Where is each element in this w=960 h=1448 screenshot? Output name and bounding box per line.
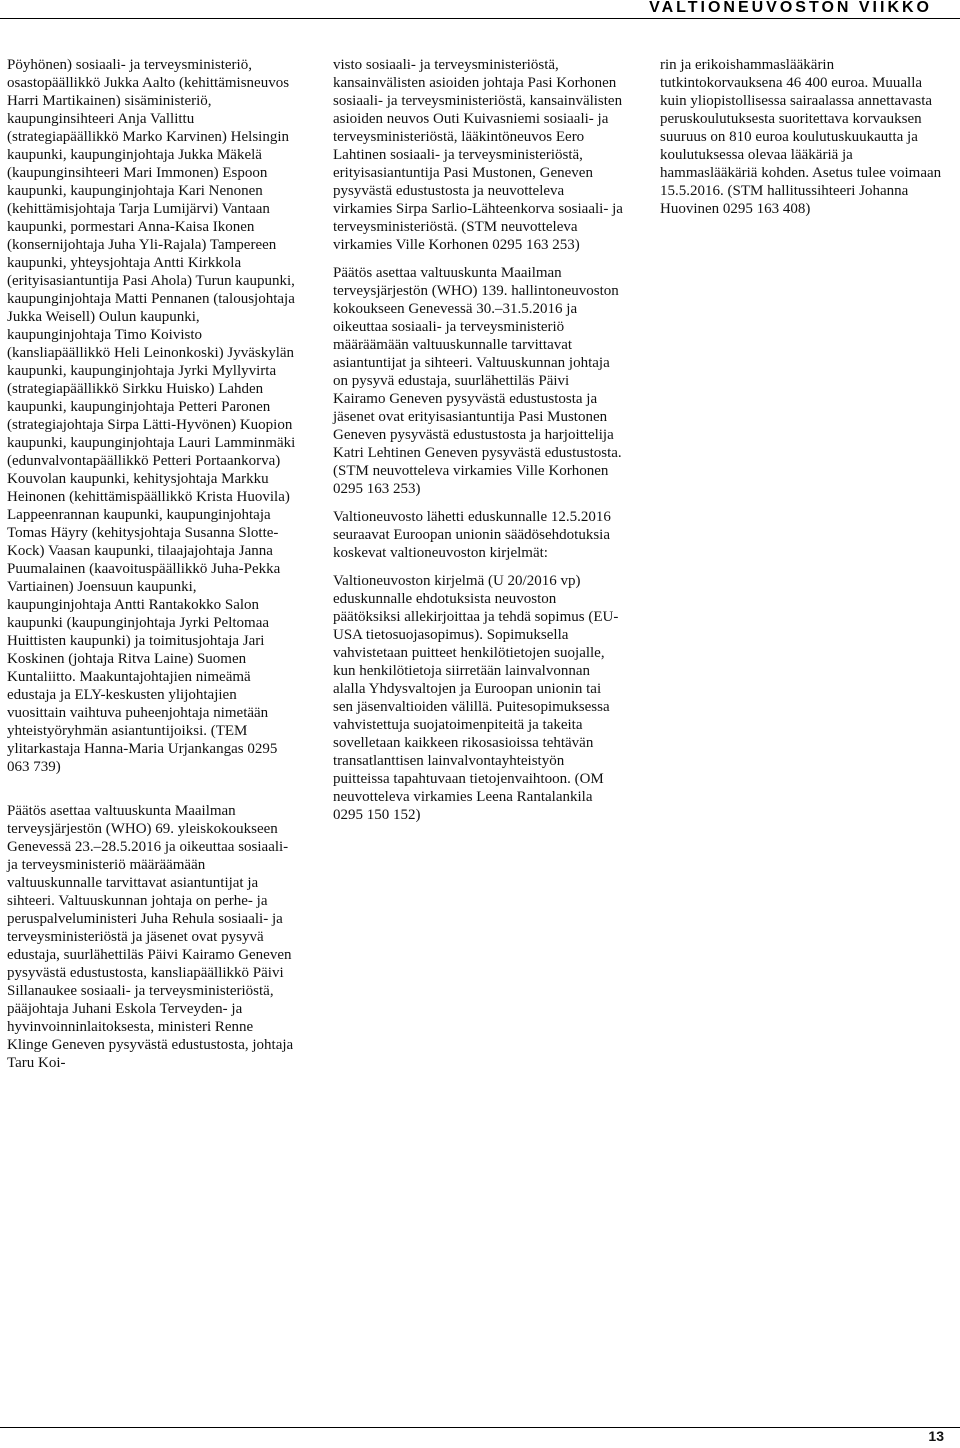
paragraph: Valtioneuvosto lähetti eduskunnalle 12.5.2016 seuraavat Euroopan unionin säädösehdotuksia koskevat valtioneuvoston kirjelmät:	[333, 509, 611, 561]
paragraph: Päätös asettaa valtuuskunta Maailman terveysjärjestön (WHO) 139. hallintoneuvoston kokoukseen Genevessä 30.–31.5.2016 ja oikeuttaa sosiaali- ja terveysministeriö määräämään valtuuskunnalle tarvittavat asiantuntijat ja sihteeri. Valtuuskunnan johtaja on pysyvä edustaja, suurlähettiläs Päivi Kairamo Geneven pysyvästä edustustosta ja jäsenet ovat erityisasiantuntija Pasi Mustonen Geneven pysyvästä edustustosta ja harjoittelija Katri Lehtinen Geneven pysyvästä edustustosta. (STM neuvotteleva virkamies Ville Korhonen 0295 163 253)	[333, 265, 622, 497]
paragraph: Päätös asettaa valtuuskunta Maailman terveysjärjestön (WHO) 69. yleiskokoukseen Genevessä 23.–28.5.2016 ja oikeuttaa sosiaali- ja terveysministeriö määräämään valtuuskunnalle tarvittavat asiantuntijat ja sihteeri. Valtuuskunnan johtaja on perhe- ja peruspalveluministeri Juha Rehula sosiaali- ja terveysministeriöstä ja jäsenet ovat pysyvä edustaja, suurlähettiläs Päivi Kairamo Geneven pysyvästä edustustosta, kansliapäällikkö Päivi Sillanaukee sosiaali- ja terveysministeriöstä, pääjohtaja Juhani Eskola Terveyden- ja hyvinvoinninlaitoksesta, ministeri Renne Klinge Geneven pysyvästä edustustosta, johtaja Taru Koi-	[7, 803, 294, 1071]
paragraph: visto sosiaali- ja terveysministeriöstä, kansainvälisten asioiden johtaja Pasi Korhonen sosiaali- ja terveysministeriöstä, kansainvälisten asioiden neuvos Outi Kuivasniemi sosiaali- ja terveysministeriöstä, lääkintöneuvos Eero Lahtinen sosiaali- ja terveysministeriöstä, erityisasiantuntija Pasi Mustonen, Geneven pysyvästä edustustosta ja neuvotteleva virkamies Sirpa Sarlio-Lähteenkorva sosiaali- ja terveysministeriöstä. (STM neuvotteleva virkamies Ville Korhonen 0295 163 253)	[333, 57, 623, 253]
page-number: 13	[928, 1428, 944, 1444]
paragraph: Pöyhönen) sosiaali- ja terveysministeriö, osastopäällikkö Jukka Aalto (kehittämisneuvos Harri Martikainen) sisäministeriö, kaupunginsihteeri Anja Vallittu (strategiapäällikkö Marko Karvinen) Helsingin kaupunki, kaupunginjohtaja Jukka Mäkelä (kaupunginsihteeri Mari Immonen) Espoon kaupunki, kaupunginjohtaja Kari Nenonen (kehittämisjohtaja Tarja Lumijärvi) Vantaan kaupunki, pormestari Anna-Kaisa Ikonen (konsernijohtaja Juha Yli-Rajala) Tampereen kaupunki, yhteysjohtaja Antti Kirkkola (erityisasiantuntija Pasi Ahola) Turun kaupunki, kaupunginjohtaja Matti Pennanen (talousjohtaja Jukka Weisell) Oulun kaupunki, kaupunginjohtaja Timo Koivisto (kansliapäällikkö Heli Leinonkoski) Jyväskylän kaupunki, kaupunginjohtaja Jyrki Myllyvirta (strategiapäällikkö Sirkku Huisko) Lahden kaupunki, kaupunginjohtaja Petteri Paronen (strategiajohtaja Sirpa Lätti-Hyvönen) Kuopion kaupunki, kaupunginjohtaja Lauri Lamminmäki (edunvalvontapäällikkö Petteri Portaankorva) Kouvolan kaupunki, kehitysjohtaja Markku Heinonen (kehittämispäällikkö Krista Huovila) Lappeenrannan kaupunki, kaupunginjohtaja Tomas Häyry (kehitysjohtaja Susanna Slotte-Kock) Vaasan kaupunki, tilaajajohtaja Janna Puumalainen (kaavoituspäällikkö Juha-Pekka Vartiainen) Joensuun kaupunki, kaupunginjohtaja Antti Rantakokko Salon kaupunki (kaupunginjohtaja Jyrki Peltomaa Huittisten kaupunki) ja toimitusjohtaja Jari Koskinen (johtaja Ritva Laine) Suomen Kuntaliitto. Maakuntajohtajien nimeämä edustaja ja ELY-keskusten ylijohtajien vuosittain vaihtuva puheenjohtaja nimetään yhteistyöryhmän asiantuntijoiksi. (TEM ylitarkastaja Hanna-Maria Urjankangas 0295 063 739)	[7, 57, 296, 775]
column-2	[333, 56, 623, 852]
publication-title: VALTIONEUVOSTON VIIKKO	[649, 0, 932, 16]
paragraph: rin ja erikoishammaslääkärin tutkintokorvauksena 46 400 euroa. Muualla kuin yliopistollisessa sairaalassa annettavasta peruskoulutuksesta suoritettava korvauksen suuruus on 810 euroa koulutuskuukautta ja koulutuksessa olevaa lääkäriä ja hammaslääkäriä kohden. Asetus tulee voimaan 15.5.2016. (STM hallitussihteeri Johanna Huovinen 0295 163 408)	[660, 57, 942, 217]
column-3	[660, 56, 950, 246]
column-1	[7, 56, 297, 1082]
paragraph: Valtioneuvoston kirjelmä (U 20/2016 vp) eduskunnalle ehdotuksista neuvoston päätöksiksi allekirjoittaa ja tehdä sopimus (EU-USA tietosuojasopimus). Sopimuksella vahvistetaan puitteet henkilötietojen suojalle, kun henkilötietoja siirretään lainvalvonnan alalla Yhdysvaltojen ja Euroopan unionin tai sen jäsenvaltioiden välillä. Puitesopimuksessa vahvistettuja suojatoimenpiteitä ja takeita sovelletaan kaikkeen rikosasioissa tehtävän transatlanttisen lainvalvontayhteistyön puitteissa tapahtuvaan tietojenvaihtoon. (OM neuvotteleva virkamies Leena Rantalankila 0295 150 152)	[333, 573, 619, 823]
publication-header	[0, 0, 960, 18]
footer-rule	[0, 1427, 960, 1428]
spacer	[7, 786, 297, 802]
header-rule	[0, 18, 960, 19]
